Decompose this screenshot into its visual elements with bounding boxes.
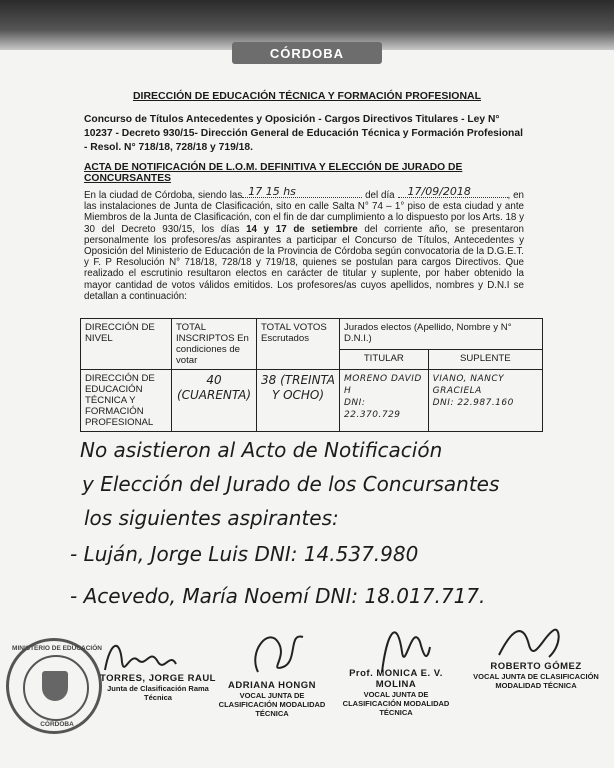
hora-value: 17 15 hs (248, 184, 296, 198)
signature-name: ADRIANA HONGN (228, 680, 316, 691)
titular-dni: DNI: 22.370.729 (344, 398, 401, 420)
handwritten-line-5: - Acevedo, María Noemí DNI: 18.017.717. (70, 584, 486, 608)
votes-table (80, 318, 543, 432)
td-direccion: DIRECCIÓN DE EDUCACIÓN TÉCNICA Y FORMACIÓN PROFESIONAL (81, 370, 172, 432)
votos-value: 38 (TREINTA Y OCHO) (261, 373, 335, 402)
th-jurados: Jurados electos (Apellido, Nombre y N° D.N.I.) (340, 319, 543, 350)
signature-role: VOCAL JUNTA DE CLASIFICACIÓN MODALIDAD TÉCNICA (218, 691, 326, 718)
seal-shield-icon (42, 671, 68, 701)
titular-nombre: MORENO DAVID H (344, 374, 422, 396)
th-suplente: SUPLENTE (428, 350, 542, 370)
document-intro: Concurso de Títulos Antecedentes y Oposición - Cargos Directivos Titulares - Ley N° 10237 - Decreto 930/15- Dirección General de Educación Técnica y Formación Profesional - Resol. N° 718/18, 728/18 y 719/18. (84, 114, 523, 153)
signature-block-3 (336, 668, 456, 717)
signature-role: Junta de Clasificación Rama Técnica (107, 684, 209, 702)
hora-field (242, 185, 362, 198)
body-part-4: del corriente año, se presentaron personalmente los profesores/as aspirantes a participar el Concurso de Títulos, Antecedentes y Oposición del Ministerio de Educación de la Provincia de Córdoba según convocatoria de la D.G.E.T. y F. P Resolución N° 718/18, 728/18 y 719/18, quienes se postulan para cargos Directivos. Que realizado el escrutinio resultaron electos en carácter de titular y suplente, por haber obtenido la mayor cantidad de votos válidos emitidos. Los profesores/as cuyos apellidos, nombres y D.N.I se detallan a continuación: (84, 223, 524, 302)
seal-bottom-text: CÓRDOBA (40, 721, 74, 728)
td-titular (340, 370, 429, 432)
handwritten-line-1: No asistieron al Acto de Notificación (80, 438, 443, 462)
acta-title: ACTA DE NOTIFICACIÓN DE L.O.M. DEFINITIVA Y ELECCIÓN DE JURADO DE CONCURSANTES (84, 162, 463, 184)
body-part-2: del día (365, 190, 395, 201)
suplente-dni: DNI: 22.987.160 (432, 398, 514, 408)
cordoba-logo (232, 42, 382, 64)
suplente-nombre: VIANO, NANCY GRACIELA (432, 374, 505, 396)
table-row (81, 370, 543, 432)
th-titular: TITULAR (340, 350, 429, 370)
handwritten-line-4: - Luján, Jorge Luis DNI: 14.537.980 (70, 542, 419, 566)
signature-name: ROBERTO GÓMEZ (490, 661, 582, 672)
official-seal (6, 638, 102, 734)
signature-role: VOCAL JUNTA DE CLASIFICACIÓN MODALIDAD TÉCNICA (473, 672, 599, 690)
th-inscriptos: TOTAL INSCRIPTOS En condiciones de votar (172, 319, 257, 370)
signature-block-4 (470, 661, 602, 690)
dias-text: 14 y 17 de setiembre (246, 223, 358, 235)
td-inscriptos (172, 370, 257, 432)
signature-scribble-2 (238, 622, 308, 682)
fecha-value: 17/09/2018 (407, 184, 471, 198)
signature-scribble-4 (494, 615, 564, 665)
body-part-3: , en las instalaciones de Junta de Clasificación, sito en calle Salta N° 74 – 1° piso de esta ciudad y ante Miembros de la Junta de Clasificación, con el fin de dar cumplimiento a lo dispuesto por los Arts. 18 y 30 del Decreto 930/15, los días (84, 190, 524, 235)
logo-text: CÓRDOBA (269, 45, 345, 61)
th-direccion: DIRECCIÓN DE NIVEL (81, 319, 172, 370)
handwritten-line-2: y Elección del Jurado de los Concursantes (82, 472, 500, 496)
td-votos (257, 370, 340, 432)
body-part-1: En la ciudad de Córdoba, siendo las (84, 190, 243, 201)
signature-block-1 (98, 673, 218, 702)
acta-body (84, 185, 524, 302)
th-votos: TOTAL VOTOS Escrutados (257, 319, 340, 370)
signature-name: Prof. MONICA E. V. MOLINA (349, 668, 443, 690)
inscriptos-value: 40 (CUARENTA) (176, 373, 252, 402)
signature-name: TORRES, JORGE RAUL (100, 673, 216, 684)
handwritten-line-3: los siguientes aspirantes: (84, 506, 339, 530)
seal-top-text: MINISTERIO DE EDUCACIÓN (12, 645, 102, 652)
fecha-field (398, 185, 508, 198)
signature-role: VOCAL JUNTA DE CLASIFICACIÓN MODALIDAD TÉCNICA (342, 690, 450, 717)
td-suplente (428, 370, 542, 432)
table-header-row (81, 319, 543, 350)
signature-block-2 (212, 680, 332, 718)
document-title: DIRECCIÓN DE EDUCACIÓN TÉCNICA Y FORMACIÓN PROFESIONAL (132, 90, 482, 102)
